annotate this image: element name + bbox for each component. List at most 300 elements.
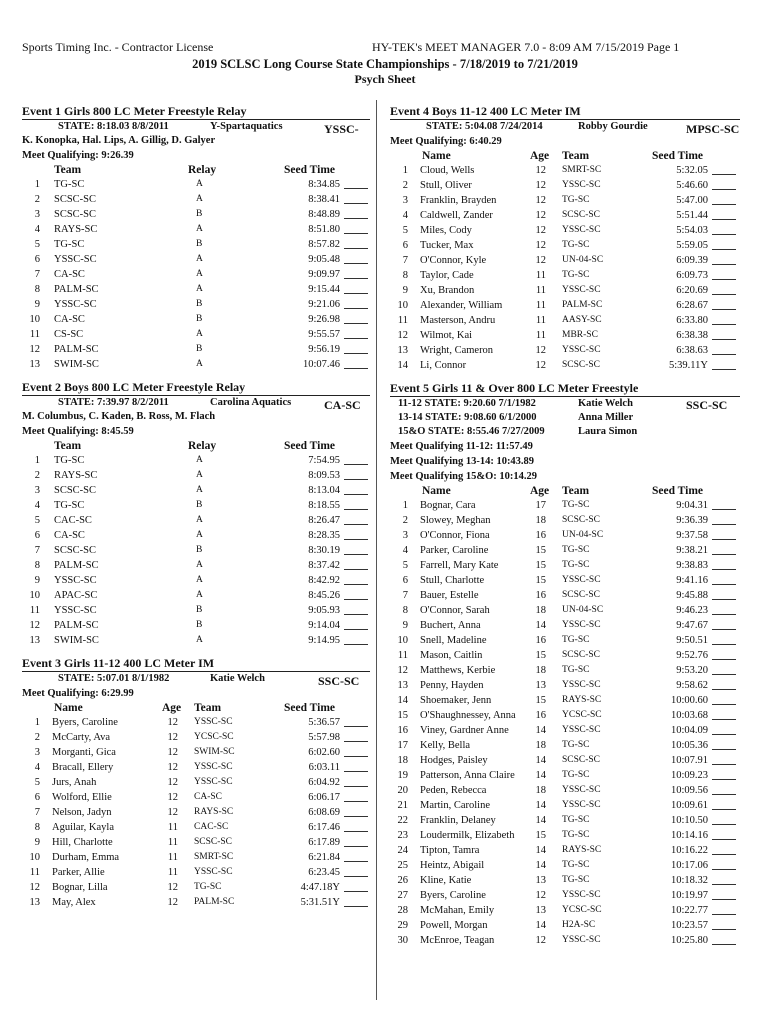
entry-team: TG-SC xyxy=(562,815,590,825)
entry-seed-time: 9:04.31 xyxy=(676,500,708,511)
entry-row xyxy=(22,282,370,297)
entry-rank: 5 xyxy=(402,560,408,571)
state-record xyxy=(22,120,370,134)
entry-team: TG-SC xyxy=(54,179,85,190)
entry-seed-time: 9:47.67 xyxy=(676,620,708,631)
entry-row xyxy=(390,798,740,813)
entry-row xyxy=(390,783,740,798)
entry-name: Snell, Madeline xyxy=(420,635,487,646)
entry-name: Hodges, Paisley xyxy=(420,755,488,766)
entry-row xyxy=(22,790,370,805)
entry-seed-time: 9:56.19 xyxy=(308,344,340,355)
record-holder: Katie Welch xyxy=(578,398,633,409)
entry-team: YSSC-SC xyxy=(562,180,601,190)
entry-name: Shoemaker, Jenn xyxy=(420,695,492,706)
entry-rank: 8 xyxy=(34,560,40,571)
entry-team: YCSC-SC xyxy=(562,710,602,720)
entry-rank: 30 xyxy=(397,935,408,946)
header-team: Team xyxy=(562,485,590,497)
entry-team: APAC-SC xyxy=(54,590,98,601)
entry-rank: 26 xyxy=(397,875,408,886)
event-5 xyxy=(390,381,740,948)
entry-age: 13 xyxy=(535,875,546,886)
entry-row xyxy=(22,850,370,865)
entry-seed-time: 5:39.11Y xyxy=(669,360,708,371)
final-time-blank xyxy=(712,799,736,810)
entry-row xyxy=(22,237,370,252)
entry-row xyxy=(22,835,370,850)
entry-seed-time: 8:57.82 xyxy=(308,239,340,250)
final-time-blank xyxy=(712,529,736,540)
final-time-blank xyxy=(344,298,368,309)
entry-row xyxy=(22,528,370,543)
final-time-blank xyxy=(344,589,368,600)
entry-rank: 20 xyxy=(397,785,408,796)
header-seed-time: Seed Time xyxy=(652,150,704,162)
entry-seed-time: 5:47.00 xyxy=(676,195,708,206)
entry-name: Patterson, Anna Claire xyxy=(420,770,515,781)
event-title: Event 1 Girls 800 LC Meter Freestyle Relay xyxy=(22,104,370,120)
final-time-blank xyxy=(344,604,368,615)
header-name: Name xyxy=(422,485,451,497)
final-time-blank xyxy=(712,769,736,780)
entry-seed-time: 5:31.51Y xyxy=(300,897,340,908)
event-title: Event 2 Boys 800 LC Meter Freestyle Relay xyxy=(22,380,370,396)
entry-row xyxy=(390,738,740,753)
entry-row xyxy=(390,678,740,693)
entry-row xyxy=(390,238,740,253)
entry-rank: 2 xyxy=(402,180,408,191)
entry-rank: 9 xyxy=(402,620,408,631)
final-time-blank xyxy=(712,709,736,720)
entry-name: Parker, Caroline xyxy=(420,545,489,556)
record-label: STATE: 8:18.03 8/8/2011 xyxy=(58,121,169,132)
entry-name: Buchert, Anna xyxy=(420,620,481,631)
document-subtitle: Psych Sheet xyxy=(354,72,416,86)
entry-seed-time: 5:46.60 xyxy=(676,180,708,191)
record-label: STATE: 5:07.01 8/1/1982 xyxy=(58,673,170,684)
entry-team: YCSC-SC xyxy=(562,905,602,915)
entry-team: SCSC-SC xyxy=(562,590,601,600)
entry-rank: 12 xyxy=(29,344,40,355)
entry-team: CA-SC xyxy=(54,530,85,541)
entry-row xyxy=(390,708,740,723)
entry-team: YSSC-SC xyxy=(562,725,601,735)
entry-row xyxy=(390,648,740,663)
header-team: Team xyxy=(54,164,82,176)
entry-seed-time: 10:22.77 xyxy=(670,905,708,916)
entry-row xyxy=(22,267,370,282)
entry-rank: 13 xyxy=(29,635,40,646)
entry-age: 12 xyxy=(535,195,546,206)
entry-name: Cloud, Wells xyxy=(420,165,475,176)
entry-seed-time: 9:50.51 xyxy=(676,635,708,646)
entry-seed-time: 8:34.85 xyxy=(308,179,340,190)
header-age: Age xyxy=(162,702,182,714)
entry-seed-time: 4:47.18Y xyxy=(300,882,340,893)
entry-relay: B xyxy=(196,500,203,510)
entry-team: RAYS-SC xyxy=(54,224,98,235)
entry-age: 11 xyxy=(167,852,178,863)
entry-row xyxy=(390,298,740,313)
entry-relay: A xyxy=(196,284,203,294)
entry-rank: 13 xyxy=(29,897,40,908)
entry-row xyxy=(22,252,370,267)
entry-rank: 11 xyxy=(29,329,40,340)
entry-age: 14 xyxy=(535,920,546,931)
entry-row xyxy=(22,573,370,588)
meet-title: 2019 SCLSC Long Course State Championships - 7/18/2019 to 7/21/2019 xyxy=(192,57,578,71)
record-holder: Y-Spartaquatics xyxy=(210,121,283,132)
entry-seed-time: 9:14.95 xyxy=(308,635,340,646)
final-time-blank xyxy=(712,904,736,915)
entry-seed-time: 9:26.98 xyxy=(308,314,340,325)
entry-relay: A xyxy=(196,455,203,465)
meet-qualifying: Meet Qualifying: 6:40.29 xyxy=(390,136,502,147)
entry-team: SCSC-SC xyxy=(54,209,97,220)
final-time-blank xyxy=(712,889,736,900)
entry-rank: 24 xyxy=(397,845,408,856)
entry-rank: 8 xyxy=(34,822,40,833)
entry-rank: 11 xyxy=(29,867,40,878)
software-timestamp: HY-TEK's MEET MANAGER 7.0 - 8:09 AM 7/15/2019 Page 1 xyxy=(372,40,680,54)
entry-rank: 2 xyxy=(34,470,40,481)
record-team: SSC-SC xyxy=(318,674,360,688)
record-label: 15&O STATE: 8:55.46 7/27/2009 xyxy=(398,426,545,437)
entry-rank: 13 xyxy=(29,359,40,370)
entry-team: SWIM-SC xyxy=(194,747,235,757)
final-time-blank xyxy=(344,866,368,877)
record-holder: Robby Gourdie xyxy=(578,121,648,132)
entry-age: 11 xyxy=(535,300,546,311)
entry-age: 14 xyxy=(535,755,546,766)
entry-seed-time: 10:09.23 xyxy=(670,770,708,781)
final-time-blank xyxy=(712,269,736,280)
entry-rank: 8 xyxy=(402,605,408,616)
entry-team: SCSC-SC xyxy=(194,837,233,847)
final-time-blank xyxy=(712,754,736,765)
entry-rank: 3 xyxy=(34,747,40,758)
entry-age: 18 xyxy=(535,785,546,796)
entry-row xyxy=(22,618,370,633)
record-team: MPSC-SC xyxy=(686,122,740,136)
entry-rank: 18 xyxy=(397,755,408,766)
entry-seed-time: 6:23.45 xyxy=(308,867,340,878)
entry-team: YSSC-SC xyxy=(54,575,97,586)
entry-age: 11 xyxy=(535,270,546,281)
record-holder: Carolina Aquatics xyxy=(210,397,292,408)
entry-team: SCSC-SC xyxy=(54,485,97,496)
final-time-blank xyxy=(344,731,368,742)
entry-age: 14 xyxy=(535,860,546,871)
entry-name: Miles, Cody xyxy=(420,225,472,236)
entry-rank: 6 xyxy=(34,530,40,541)
final-time-blank xyxy=(344,283,368,294)
entry-name: May, Alex xyxy=(52,897,96,908)
entry-name: Stull, Oliver xyxy=(420,180,472,191)
header-seed-time: Seed Time xyxy=(284,440,336,452)
final-time-blank xyxy=(712,664,736,675)
entry-rank: 11 xyxy=(397,650,408,661)
entry-age: 14 xyxy=(535,845,546,856)
entry-age: 11 xyxy=(167,837,178,848)
entry-row xyxy=(390,178,740,193)
entry-seed-time: 10:19.97 xyxy=(670,890,708,901)
entry-team: UN-04-SC xyxy=(562,255,604,265)
entry-seed-time: 5:54.03 xyxy=(676,225,708,236)
entry-rank: 7 xyxy=(34,545,40,556)
entry-row xyxy=(390,723,740,738)
entry-seed-time: 10:17.06 xyxy=(670,860,708,871)
entry-row xyxy=(390,828,740,843)
entry-name: O'Shaughnessey, Anna xyxy=(420,710,516,721)
entry-row xyxy=(390,918,740,933)
entry-row xyxy=(390,753,740,768)
entry-row xyxy=(22,775,370,790)
entry-age: 18 xyxy=(535,515,546,526)
entry-rank: 22 xyxy=(397,815,408,826)
entry-team: H2A-SC xyxy=(562,920,596,930)
entry-age: 12 xyxy=(167,762,178,773)
entry-age: 12 xyxy=(167,897,178,908)
final-time-blank xyxy=(712,179,736,190)
entry-team: CAC-SC xyxy=(54,515,92,526)
entry-team: SMRT-SC xyxy=(562,165,602,175)
entry-row xyxy=(390,283,740,298)
entry-rank: 9 xyxy=(402,285,408,296)
entry-age: 12 xyxy=(167,717,178,728)
header-relay: Relay xyxy=(188,164,217,176)
final-time-blank xyxy=(712,724,736,735)
entry-seed-time: 8:42.92 xyxy=(308,575,340,586)
meet-qualifying: Meet Qualifying 15&O: 10:14.29 xyxy=(390,471,537,482)
entry-rank: 4 xyxy=(34,500,40,511)
entry-rank: 9 xyxy=(34,575,40,586)
final-time-blank xyxy=(344,499,368,510)
final-time-blank xyxy=(712,514,736,525)
final-time-blank xyxy=(712,919,736,930)
entry-seed-time: 9:52.76 xyxy=(676,650,708,661)
entry-team: SCSC-SC xyxy=(562,755,601,765)
column-headers xyxy=(390,149,740,163)
entry-team: SCSC-SC xyxy=(562,515,601,525)
entry-row xyxy=(22,483,370,498)
entry-age: 12 xyxy=(167,807,178,818)
entry-rank: 13 xyxy=(397,680,408,691)
final-time-blank xyxy=(712,254,736,265)
entry-row xyxy=(390,843,740,858)
entry-team: SMRT-SC xyxy=(194,852,234,862)
final-time-blank xyxy=(344,343,368,354)
final-time-blank xyxy=(712,829,736,840)
final-time-blank xyxy=(712,739,736,750)
entry-rank: 3 xyxy=(402,530,408,541)
entry-age: 11 xyxy=(167,822,178,833)
entry-rank: 12 xyxy=(397,665,408,676)
final-time-blank xyxy=(712,784,736,795)
entry-seed-time: 8:38.41 xyxy=(308,194,340,205)
entry-row xyxy=(22,558,370,573)
final-time-blank xyxy=(712,874,736,885)
entry-rank: 16 xyxy=(397,725,408,736)
entry-team: YSSC-SC xyxy=(562,800,601,810)
entry-name: Tipton, Tamra xyxy=(420,845,480,856)
final-time-blank xyxy=(712,679,736,690)
entry-row xyxy=(22,805,370,820)
entry-age: 15 xyxy=(535,830,546,841)
entry-name: Hill, Charlotte xyxy=(52,837,113,848)
entry-row xyxy=(390,543,740,558)
entry-rank: 7 xyxy=(402,590,408,601)
entry-relay: B xyxy=(196,605,203,615)
entry-rank: 10 xyxy=(29,590,40,601)
header-age: Age xyxy=(530,485,550,497)
column-headers xyxy=(22,163,370,177)
final-time-blank xyxy=(344,761,368,772)
record-label: STATE: 7:39.97 8/2/2011 xyxy=(58,397,169,408)
entry-age: 18 xyxy=(535,665,546,676)
entry-rank: 2 xyxy=(402,515,408,526)
column-headers xyxy=(390,484,740,498)
entry-row xyxy=(22,543,370,558)
entry-age: 12 xyxy=(535,890,546,901)
entry-team: TG-SC xyxy=(54,500,85,511)
entry-age: 14 xyxy=(535,800,546,811)
final-time-blank xyxy=(344,806,368,817)
entry-team: TG-SC xyxy=(562,545,590,555)
entry-seed-time: 5:36.57 xyxy=(308,717,340,728)
entry-age: 16 xyxy=(535,590,546,601)
entry-relay: A xyxy=(196,530,203,540)
event-title: Event 5 Girls 11 & Over 800 LC Meter Freestyle xyxy=(390,381,740,397)
entry-relay: A xyxy=(196,560,203,570)
entry-team: TG-SC xyxy=(562,270,590,280)
entry-rank: 10 xyxy=(29,314,40,325)
meet-qualifying: Meet Qualifying: 9:26.39 xyxy=(22,150,134,161)
entry-seed-time: 8:51.80 xyxy=(308,224,340,235)
license-text: Sports Timing Inc. - Contractor License xyxy=(22,40,214,54)
entry-age: 13 xyxy=(535,905,546,916)
final-time-blank xyxy=(344,253,368,264)
entry-age: 12 xyxy=(535,210,546,221)
entry-team: SWIM-SC xyxy=(54,635,99,646)
entry-team: TG-SC xyxy=(562,500,590,510)
final-time-blank xyxy=(344,208,368,219)
entry-seed-time: 9:53.20 xyxy=(676,665,708,676)
final-time-blank xyxy=(712,604,736,615)
entry-rank: 3 xyxy=(34,209,40,220)
entry-team: PALM-SC xyxy=(194,897,235,907)
entry-team: RAYS-SC xyxy=(562,695,602,705)
entry-seed-time: 9:09.97 xyxy=(308,269,340,280)
entry-name: Farrell, Mary Kate xyxy=(420,560,499,571)
entry-rank: 5 xyxy=(34,239,40,250)
entry-seed-time: 10:09.56 xyxy=(670,785,708,796)
header-name: Name xyxy=(422,150,451,162)
entry-name: Slowey, Meghan xyxy=(420,515,491,526)
entry-team: YSSC-SC xyxy=(562,345,601,355)
entry-relay: A xyxy=(196,254,203,264)
entry-team: TG-SC xyxy=(562,665,590,675)
entry-seed-time: 8:26.47 xyxy=(308,515,340,526)
entry-team: YSSC-SC xyxy=(562,225,601,235)
entry-name: Nelson, Jadyn xyxy=(52,807,112,818)
entry-relay: B xyxy=(196,209,203,219)
entry-row xyxy=(22,895,370,910)
state-record xyxy=(390,120,740,134)
entry-team: TG-SC xyxy=(194,882,222,892)
entry-relay: B xyxy=(196,239,203,249)
entry-team: CA-SC xyxy=(54,269,85,280)
event-title: Event 4 Boys 11-12 400 LC Meter IM xyxy=(390,104,740,120)
entry-name: Alexander, William xyxy=(420,300,503,311)
entry-seed-time: 9:15.44 xyxy=(308,284,340,295)
entry-age: 12 xyxy=(535,255,546,266)
entry-rank: 5 xyxy=(402,225,408,236)
entry-name: Aguilar, Kayla xyxy=(52,822,114,833)
column-headers xyxy=(22,701,370,715)
final-time-blank xyxy=(712,574,736,585)
entry-name: Mason, Caitlin xyxy=(420,650,483,661)
final-time-blank xyxy=(712,544,736,555)
entry-relay: B xyxy=(196,344,203,354)
left-column xyxy=(22,104,370,918)
entry-row xyxy=(390,933,740,948)
entry-seed-time: 5:32.05 xyxy=(676,165,708,176)
entry-age: 16 xyxy=(535,530,546,541)
entry-team: RAYS-SC xyxy=(562,845,602,855)
entry-rank: 6 xyxy=(34,254,40,265)
entry-age: 11 xyxy=(167,867,178,878)
entry-team: YSSC-SC xyxy=(562,890,601,900)
entry-team: YSSC-SC xyxy=(54,605,97,616)
entry-seed-time: 6:21.84 xyxy=(308,852,340,863)
header-team: Team xyxy=(194,702,222,714)
entry-name: Matthews, Kerbie xyxy=(420,665,496,676)
final-time-blank xyxy=(712,649,736,660)
entry-name: Tucker, Max xyxy=(420,240,474,251)
entry-rank: 1 xyxy=(402,165,408,176)
entry-team: YSSC-SC xyxy=(562,575,601,585)
final-time-blank xyxy=(344,484,368,495)
entry-row xyxy=(390,268,740,283)
entry-team: PALM-SC xyxy=(54,560,99,571)
entry-row xyxy=(22,192,370,207)
record-holder: Laura Simon xyxy=(578,426,638,437)
entry-rank: 21 xyxy=(397,800,408,811)
entry-seed-time: 7:54.95 xyxy=(308,455,340,466)
entry-seed-time: 6:17.89 xyxy=(308,837,340,848)
entry-relay: A xyxy=(196,329,203,339)
entry-rank: 11 xyxy=(397,315,408,326)
entry-relay: A xyxy=(196,179,203,189)
entry-row xyxy=(390,663,740,678)
entry-relay: B xyxy=(196,545,203,555)
entry-team: PALM-SC xyxy=(54,344,99,355)
final-time-blank xyxy=(712,859,736,870)
event-title: Event 3 Girls 11-12 400 LC Meter IM xyxy=(22,656,370,672)
final-time-blank xyxy=(712,164,736,175)
entry-row xyxy=(390,498,740,513)
entry-team: TG-SC xyxy=(54,239,85,250)
entry-team: TG-SC xyxy=(562,860,590,870)
entry-name: Masterson, Andru xyxy=(420,315,496,326)
record-label: 11-12 STATE: 9:20.60 7/1/1982 xyxy=(398,398,536,409)
final-time-blank xyxy=(344,223,368,234)
entry-seed-time: 8:37.42 xyxy=(308,560,340,571)
entry-rank: 9 xyxy=(34,837,40,848)
entry-rank: 1 xyxy=(34,179,40,190)
